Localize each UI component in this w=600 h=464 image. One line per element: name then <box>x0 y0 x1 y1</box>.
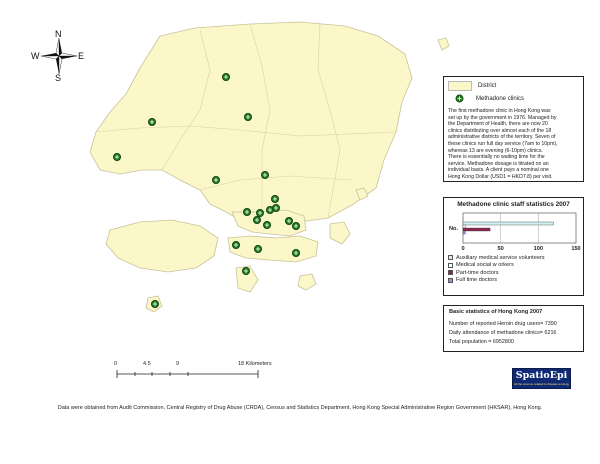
clinic-marker <box>232 241 239 248</box>
island-tung-ping-chau <box>438 38 449 50</box>
clinic-marker <box>113 153 120 160</box>
clinic-marker <box>212 176 219 183</box>
clinic-marker <box>222 73 229 80</box>
district-polygons <box>90 22 449 312</box>
compass-east-label: E <box>78 51 85 61</box>
clinic-marker <box>253 216 260 223</box>
basic-statistics-box <box>443 305 584 352</box>
chart-legend-item <box>448 262 579 270</box>
legend-swatch <box>448 255 453 260</box>
description-line: set up by the government in 1976. Managed by <box>448 114 557 121</box>
chart-legend-item <box>448 277 579 285</box>
basic-stat-line: Total population = 6952800 <box>449 339 514 345</box>
legend-label: Full time doctors <box>456 277 498 284</box>
district-hong-kong-island <box>228 236 318 262</box>
description-line: service. Methadone dosage is titrated on an <box>448 160 549 167</box>
district-lantau <box>106 220 218 272</box>
clinic-marker <box>272 204 279 211</box>
legend-label: Medical social w orkers <box>456 262 514 269</box>
basic-stat-line: Daily attendance of methadone clinics= 6216 <box>449 330 557 336</box>
compass-north-label: N <box>55 29 62 39</box>
clinic-marker <box>254 245 261 252</box>
description-line: individual basis. A client pays a nominal one <box>448 167 549 174</box>
scale-bar <box>117 370 258 378</box>
scale-label-0: 0 <box>114 361 118 367</box>
staff-bar-plot <box>446 210 581 254</box>
clinic-marker <box>292 249 299 256</box>
clinic-marker <box>243 208 250 215</box>
compass-rose <box>41 38 77 74</box>
compass-west-label: W <box>31 51 40 61</box>
scale-label-2: 9 <box>176 361 180 367</box>
clinic-marker <box>256 209 263 216</box>
description-line: The first methadone clinic in Hong Kong was <box>448 108 551 114</box>
clinic-marker <box>292 222 299 229</box>
scale-label-3: 18 Kilometers <box>238 361 272 367</box>
clinic-marker <box>244 113 251 120</box>
clinic-marker <box>263 221 270 228</box>
description-line: Hong Kong Dollar (USD1 = HKD7.8) per visit. <box>448 173 553 180</box>
island-po-toi <box>298 274 316 290</box>
x-tick-label: 50 <box>497 246 504 252</box>
staff-statistics-chart <box>443 197 584 296</box>
description-line: administrative districts of the territory. Seven of <box>448 134 556 141</box>
description-line: There is essentially no waiting time for the <box>448 154 545 161</box>
legend-row-clinic <box>448 92 579 105</box>
chart-legend <box>448 254 579 284</box>
clinic-marker <box>148 118 155 125</box>
legend-clinic-label: Methadone clinics <box>476 95 525 102</box>
spatioepi-logo <box>512 368 571 389</box>
legend-description <box>448 108 579 181</box>
clinic-marker-icon <box>448 94 470 103</box>
basic-statistics-title: Basic statistics of Hong Kong 2007 <box>449 309 543 315</box>
map-legend <box>443 76 584 182</box>
description-line: clinics distributing over almost each of the 18 <box>448 127 552 134</box>
clinic-marker <box>271 195 278 202</box>
chart-title: Methadone clinic staff statistics 2007 <box>457 201 570 208</box>
legend-swatch <box>448 263 453 268</box>
bar <box>463 228 490 231</box>
x-tick-label: 0 <box>461 246 465 252</box>
bar <box>463 231 465 234</box>
clinic-marker <box>242 267 249 274</box>
x-tick-label: 150 <box>571 246 581 252</box>
logo-tagline: All the science related to disease ecology <box>513 382 570 386</box>
legend-row-district <box>448 79 579 92</box>
clinic-marker <box>151 300 158 307</box>
clinic-marker <box>285 217 292 224</box>
x-tick-label: 100 <box>533 246 544 252</box>
logo-wordmark: SpatioEpi <box>515 370 568 381</box>
chart-x-ticks <box>461 246 580 252</box>
legend-district-label: District <box>478 82 497 89</box>
clinic-marker <box>261 171 268 178</box>
scale-label-1: 4.5 <box>143 361 151 367</box>
legend-label: Part-time doctors <box>456 269 499 276</box>
district-swatch <box>448 81 472 91</box>
description-line: whereas 13 are evening (6-10pm) clinics. <box>448 147 543 154</box>
chart-legend-item <box>448 254 579 262</box>
compass-south-label: S <box>55 73 62 83</box>
legend-label: Auxiliary medical service volunteers <box>456 254 545 261</box>
chart-category-label: No. <box>449 226 459 232</box>
basic-stat-line: Number of reported Heroin drug users= 7390 <box>449 321 557 327</box>
description-line: these clinics run full day service (7am to 10pm), <box>448 140 558 147</box>
legend-swatch <box>448 278 453 283</box>
bar <box>463 222 553 225</box>
data-source-footnote: Data were obtained from Audit Commission, Central Registry of Drug Abuse (CRDA), Census and Statistics Department, Hong Kong Special Administrative Region Government (HKSAR), Hong Kong. <box>57 405 543 411</box>
district-sai-kung-islands <box>330 222 350 244</box>
bar <box>463 225 465 228</box>
description-line: the Department of Health, there are now 20 <box>448 121 548 128</box>
chart-legend-item <box>448 269 579 277</box>
legend-swatch <box>448 270 453 275</box>
